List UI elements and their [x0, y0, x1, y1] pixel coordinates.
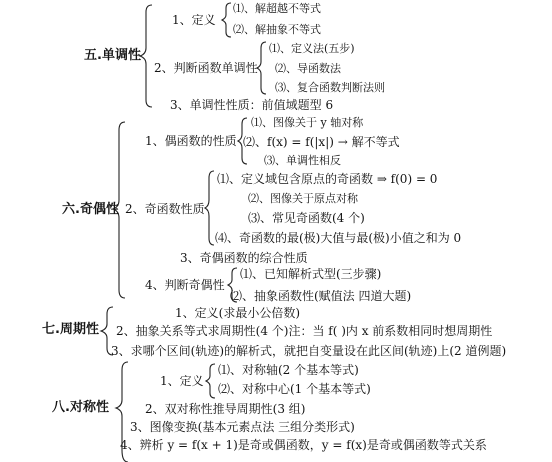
s6-judge-label: 4、判断奇偶性: [145, 278, 225, 292]
s5-definition-label: 1、定义: [172, 13, 216, 27]
brace-s8-def: [206, 364, 215, 398]
s6-even-item-3: ⑶、单调性相反: [264, 154, 341, 167]
s6-even-label: 1、偶函数的性质: [145, 134, 237, 148]
s6-judge-item-2: ⑵、抽象函数性(赋值法 四道大题): [230, 289, 412, 303]
s8-def-item-2: ⑵、对称中心(1 个基本等式): [218, 382, 371, 396]
s6-odd-item-3: ⑶、常见奇函数(4 个): [248, 211, 365, 225]
s5-judge-label: 2、判断函数单调性: [154, 61, 258, 75]
section-5-title: 五.单调性: [84, 48, 141, 63]
s7-line-3: 3、求哪个区间(轨迹)的解析式，就把自变量设在此区间(轨迹)上(2 道例题): [111, 344, 507, 358]
s7-line-2: 2、抽象关系等式求周期性(4 个)注：当 f( )内 x 前系数相同时想周期性: [116, 324, 493, 338]
s5-property-line: 3、单调性性质：前值域题型 6: [170, 98, 334, 112]
s8-definition-label: 1、定义: [160, 374, 204, 388]
s5-def-item-2: ⑵、解抽象不等式: [233, 23, 321, 36]
s6-even-item-1: ⑴、图像关于 y 轴对称: [251, 116, 364, 129]
brace-s6-odd: [205, 171, 214, 245]
s8-line-4: 4、辨析 y = f(x + 1)是奇或偶函数，y = f(x)是奇或偶函数等式关系: [120, 438, 487, 452]
s8-line-3: 3、图像变换(基本元素点法 三组分类形式): [130, 420, 355, 434]
section-8-title: 八.对称性: [52, 400, 109, 415]
brace-s5-def: [222, 3, 231, 37]
s6-odd-item-1: ⑴、定义域包含原点的奇函数 ⇒ f(0) = 0: [217, 172, 438, 186]
s5-judge-item-2: ⑵、导函数法: [275, 62, 341, 75]
s5-def-item-1: ⑴、解超越不等式: [233, 2, 321, 15]
s8-line-2: 2、双对称性推导周期性(3 组): [145, 402, 306, 416]
s6-even-item-2: ⑵、f(x) = f(|x|) → 解不等式: [243, 135, 400, 149]
s8-def-item-1: ⑴、对称轴(2 个基本等式): [218, 363, 359, 377]
s6-odd-item-2: ⑵、图像关于原点对称: [248, 192, 358, 205]
s5-judge-item-3: ⑶、复合函数判断法则: [275, 81, 385, 94]
s5-judge-item-1: ⑴、定义法(五步): [269, 42, 355, 55]
brace-s5-judge: [257, 42, 266, 94]
brace-s5: [140, 5, 152, 107]
s6-compound-line: 3、奇偶函数的综合性质: [180, 251, 308, 265]
s6-odd-label: 2、奇函数性质: [125, 202, 205, 216]
section-6-title: 六.奇偶性: [62, 202, 119, 217]
s6-odd-item-4: ⑷、奇函数的最(极)大值与最(极)小值之和为 0: [215, 231, 462, 245]
section-7-title: 七.周期性: [42, 322, 99, 337]
s6-judge-item-1: ⑴、已知解析式型(三步骤): [240, 267, 382, 281]
s7-line-1: 1、定义(求最小公倍数): [175, 306, 300, 320]
